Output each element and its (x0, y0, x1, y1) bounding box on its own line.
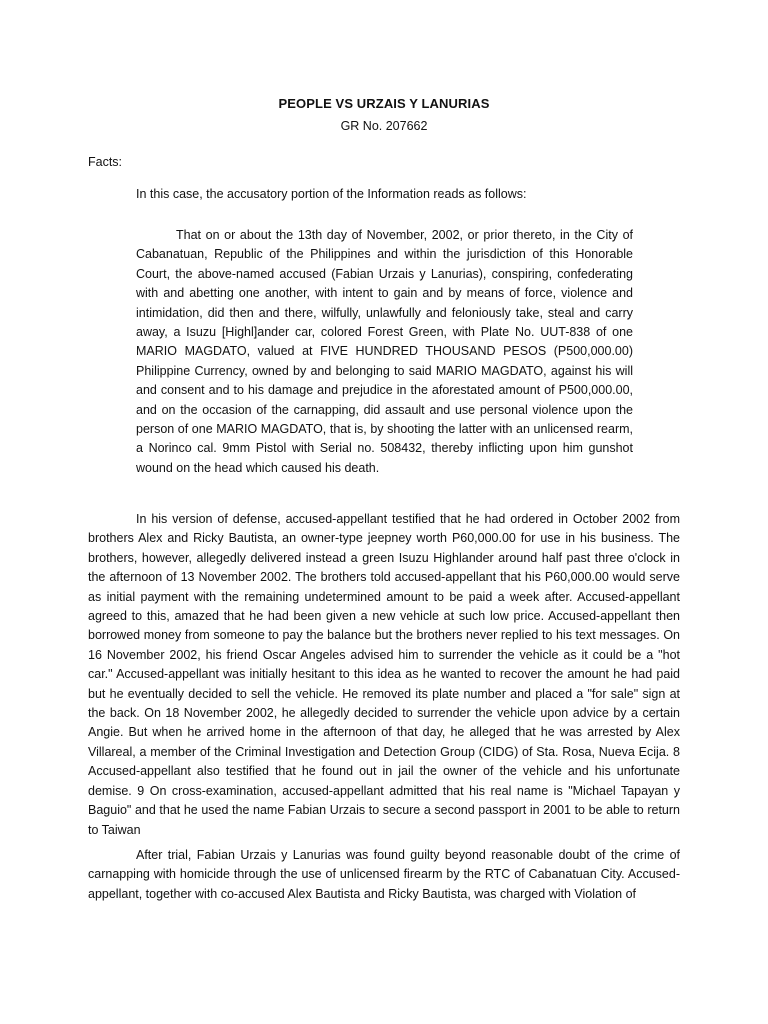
case-number: GR No. 207662 (340, 119, 428, 133)
quoted-information-paragraph: That on or about the 13th day of November, 2002, or prior thereto, in the City of Cabanatuan, Republic of the Philippines and within the jurisdiction of this Honorable Court, the above-named accused (Fabian Urzais y Lanurias), conspiring, confederating with and abetting one another, with intent to gain and by means of force, violence and intimidation, did then and there, wilfully, unlawfully and feloniously take, steal and carry away, a Isuzu [Highl]ander car, colored Forest Green, with Plate No. UUT-838 of one MARIO MAGDATO, valued at FIVE HUNDRED THOUSAND PESOS (P500,000.00) Philippine Currency, owned by and belonging to said MARIO MAGDATO, against his will and consent and to his damage and prejudice in the aforestated amount of P500,000.00, and on the occasion of the carnapping, did assault and use personal violence upon the person of one MARIO MAGDATO, that is, by shooting the latter with an unlicensed rearm, a Norinco cal. 9mm Pistol with Serial no. 508432, thereby inflicting upon him gunshot wound on the head which caused his death. (136, 228, 633, 475)
intro-paragraph: In this case, the accusatory portion of the Information reads as follows: (136, 187, 527, 201)
facts-label: Facts: (88, 155, 123, 169)
document-title: PEOPLE VS URZAIS Y LANURIAS (278, 96, 490, 111)
defense-paragraph: In his version of defense, accused-appellant testified that he had ordered in October 2002 from brothers Alex and Ricky Bautista, an owner-type jeepney worth P60,000.00 for use in his business. The brothers, however, allegedly delivered instead a green Isuzu Highlander around half past three o'clock in the afternoon of 13 November 2002. The brothers told accused-appellant that his P60,000.00 would serve as initial payment with the remaining undetermined amount to be paid a week after. Accused-appellant agreed to this, amazed that he had been given a new vehicle at such low price. Accused-appellant then borrowed money from someone to pay the balance but the brothers never replied to his text messages. On 16 November 2002, his friend Oscar Angeles advised him to surrender the vehicle as it could be a "hot car." Accused-appellant was initially hesitant to this idea as he wanted to recover the amount he had paid but he eventually decided to sell the vehicle. He removed its plate number and placed a "for sale" sign at the back. On 18 November 2002, he allegedly decided to surrender the vehicle upon advice by a certain Angie. But when he arrived home in the afternoon of that day, he alleged that he was arrested by Alex Villareal, a member of the Criminal Investigation and Detection Group (CIDG) of Sta. Rosa, Nueva Ecija. 8 Accused-appellant also testified that he found out in jail the owner of the vehicle and his unfortunate demise. 9 On cross-examination, accused-appellant admitted that his real name is "Michael Tapayan y Baguio" and that he used the name Fabian Urzais to secure a second passport in 2001 to be able to return to Taiwan (88, 512, 680, 837)
trial-paragraph: After trial, Fabian Urzais y Lanurias was found guilty beyond reasonable doubt of the crime of carnapping with homicide through the use of unlicensed firearm by the RTC of Cabanatuan City. Accused-appellant, together with co-accused Alex Bautista and Ricky Bautista, was charged with Violation of (88, 848, 680, 901)
